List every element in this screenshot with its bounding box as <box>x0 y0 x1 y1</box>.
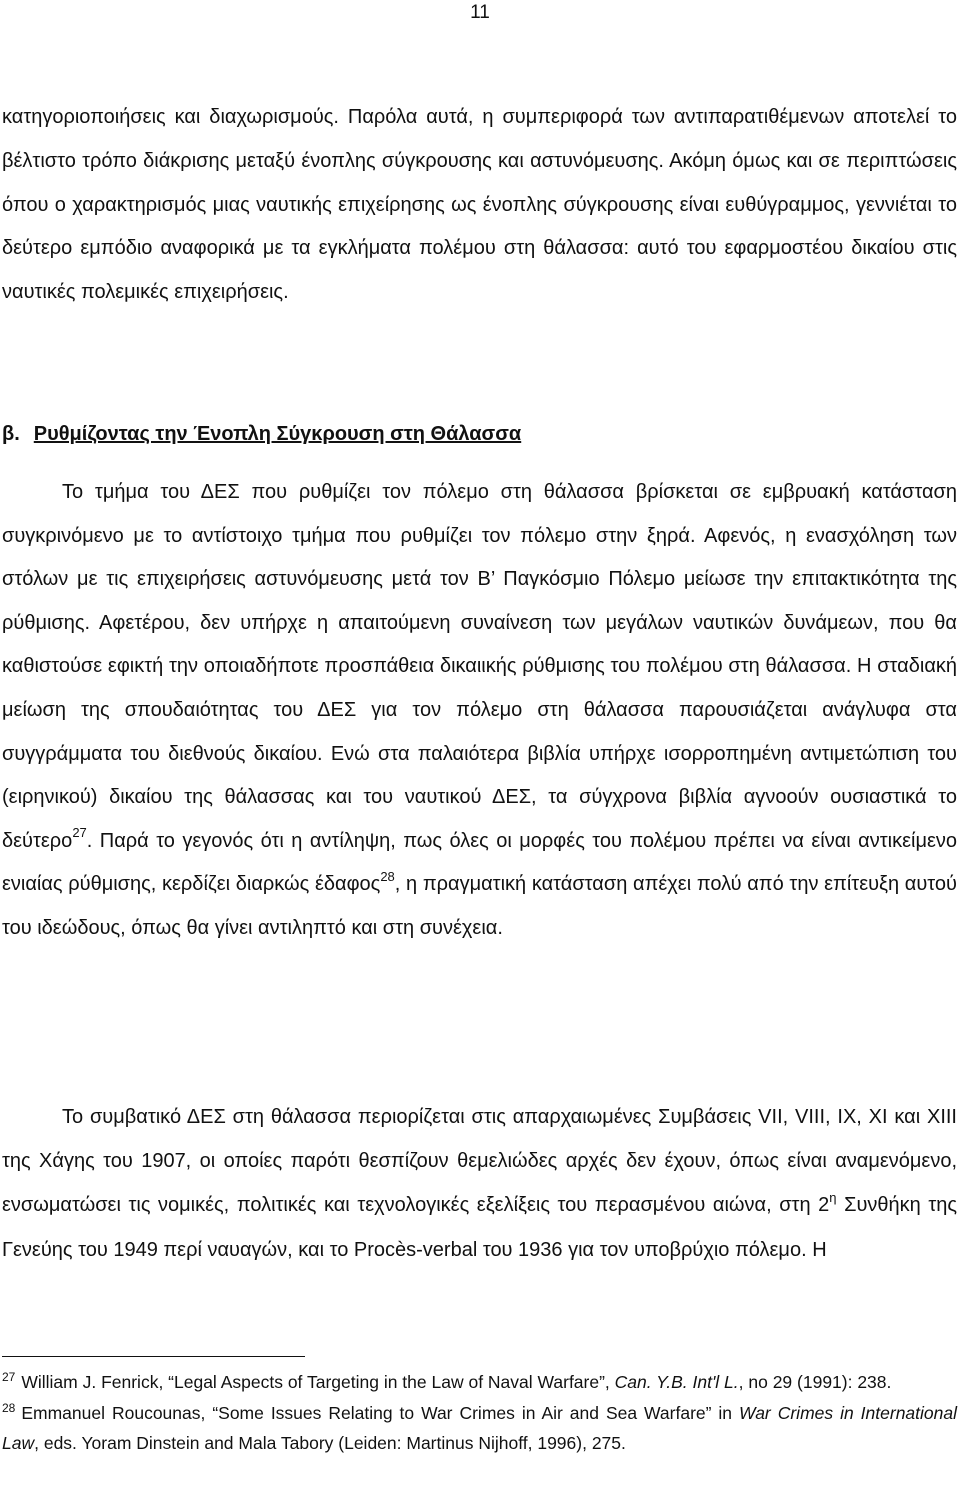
footnote-text-end: , eds. Yoram Dinstein and Mala Tabory (Leiden: Martinus Nijhoff, 1996), 275. <box>34 1433 626 1454</box>
footnote-number: 27 <box>2 1370 16 1384</box>
footnote-text-end: , no 29 (1991): 238. <box>738 1372 892 1392</box>
paragraph-2 <box>2 471 957 951</box>
footnote-28 <box>2 1399 957 1458</box>
paragraph-2-text-b: . Παρά το γεγονός ότι η αντίληψη, πως όλες οι μορφές του πολέμου πρέπει να είναι αντικείμενο ενιαίας ρύθμισης, κερδίζει διαρκώς έδαφος <box>2 829 957 896</box>
footnote-text: Emmanuel Roucounas, “Some Issues Relating to War Crimes in Air and Sea Warfare” in <box>21 1402 739 1423</box>
paragraph-1-text: κατηγοριοποιήσεις και διαχωρισμούς. Παρόλα αυτά, η συμπεριφορά των αντιπαρατιθέμενων αποτελεί το βέλτιστο τρόπο διάκρισης μεταξύ ένοπλης σύγκρουσης και αστυνόμευσης. Ακόμη όμως και σε περιπτώσεις όπου ο χαρακτηρισμός μιας ναυτικής επιχείρησης ως ένοπλης σύγκρουσης είναι ευθύγραμμος, γεννιέται το δεύτερο εμπόδιο αναφορικά με τα εγκλήματα πολέμου στη θάλασσα: αυτό του εφαρμοστέου δικαίου στις ναυτικές πολεμικές επιχειρήσεις. <box>2 106 957 304</box>
section-title: Ρυθμίζοντας την Ένοπλη Σύγκρουση στη Θάλασσα <box>33 423 522 445</box>
ordinal-superscript: η <box>829 1189 837 1205</box>
footnote-27 <box>2 1368 957 1399</box>
footnote-citation-italic: Can. Y.B. Int'l L. <box>614 1372 739 1392</box>
paragraph-2-text-c: , η πραγματική κατάσταση απέχει πολύ από την επίτευξη αυτού του ιδεώδους, όπως θα γίνει αντιληπτό και στη συνέχεια. <box>2 873 957 939</box>
footnotes <box>2 1368 957 1458</box>
footnote-ref-27[interactable]: 27 <box>72 825 87 841</box>
footnote-text: William J. Fenrick, “Legal Aspects of Targeting in the Law of Naval Warfare”, <box>21 1372 615 1392</box>
paragraph-1 <box>2 96 957 315</box>
paragraph-3 <box>2 1095 957 1272</box>
section-number: β. <box>2 423 20 445</box>
paragraph-3-text-a: Το συμβατικό ΔΕΣ στη θάλασσα περιορίζεται στις απαρχαιωμένες Συμβάσεις VII, VIII, IX, XI και XIII της Χάγης του 1907, οι οποίες παρότι θεσπίζουν θεμελιώδες αρχές δεν έχουν, όπως είναι αναμενόμενο, ενσωματώσει τις νομικές, πολιτικές και τεχνολογικές εξελίξεις του περασμένου αιώνα, στη 2 <box>2 1106 957 1217</box>
footnote-citation-italic: War Crimes in International Law <box>2 1402 957 1454</box>
paragraph-3-text-b: Συνθήκη της Γενεύης του 1949 περί ναυαγών, και το Procès-verbal του 1936 για τον υποβρύχιο πόλεμο. Η <box>2 1194 958 1261</box>
footnote-separator <box>2 1356 305 1357</box>
footnote-number: 28 <box>2 1400 16 1415</box>
paragraph-2-text-a: Το τμήμα του ΔΕΣ που ρυθμίζει τον πόλεμο στη θάλασσα βρίσκεται σε εμβρυακή κατάσταση συγκρινόμενο με το αντίστοιχο τμήμα που ρυθμίζει τον πόλεμο στην ξηρά. Αφενός, η ενασχόληση των στόλων με τις επιχειρήσεις αστυνόμευσης μετά τον Β’ Παγκόσμιο Πόλεμο μείωσε την επιτακτικότητα της ρύθμισης. Αφετέρου, δεν υπήρχε η απαιτούμενη συναίνεση των μεγάλων ναυτικών δυνάμεων, που θα καθιστούσε εφικτή την οποιαδήποτε προσπάθεια δικαιικής ρύθμισης του πολέμου στη θάλασσα. Η σταδιακή μείωση της σπουδαιότητας του ΔΕΣ για τον πόλεμο στη θάλασσα παρουσιάζεται ανάγλυφα στα συγγράμματα του διεθνούς δικαίου. Ενώ στα παλαιότερα βιβλία υπήρχε ισορροπημένη αντιμετώπιση του (ειρηνικού) δικαίου της θάλασσας και του ναυτικού ΔΕΣ, τα σύγχρονα βιβλία αγνοούν ουσιαστικά το δεύτερο <box>2 481 957 852</box>
footnote-ref-28[interactable]: 28 <box>380 868 395 884</box>
page-number: 11 <box>470 2 490 23</box>
section-heading <box>2 419 957 449</box>
